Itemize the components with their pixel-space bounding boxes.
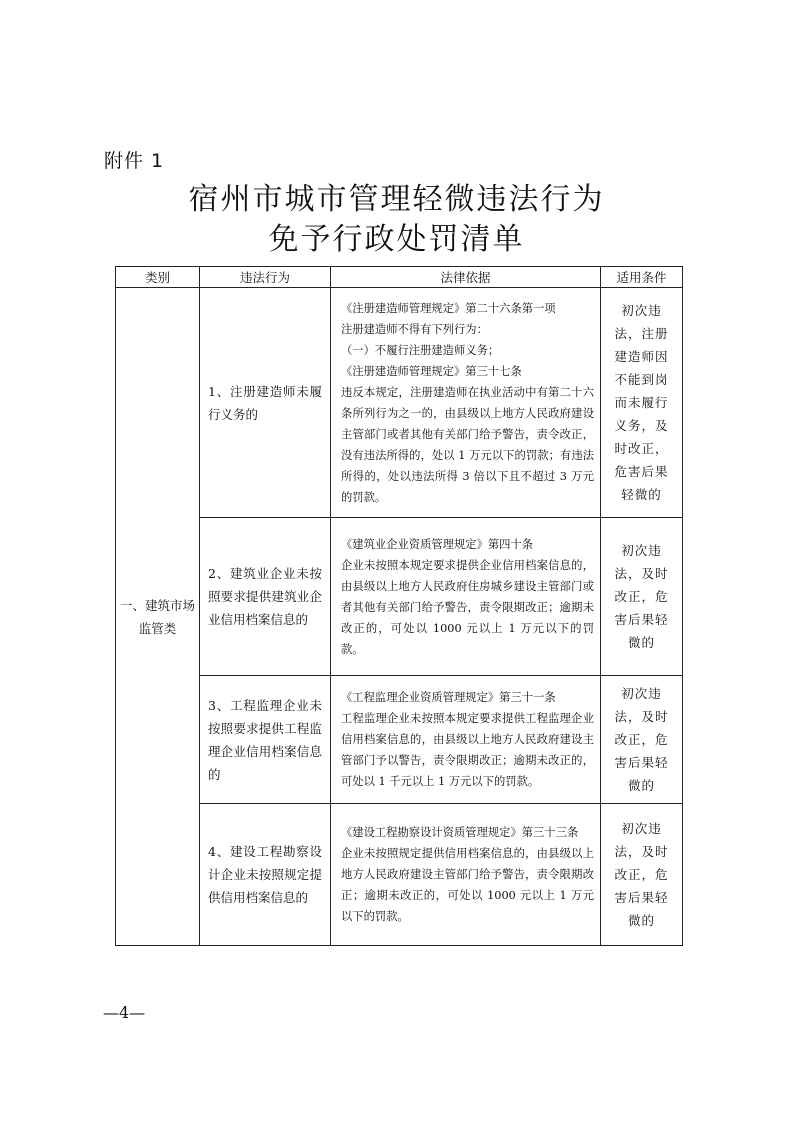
law-line: 违反本规定，注册建造师在执业活动中有第二十六条所列行为之一的，由县级以上地方人民政府建设主管部门或者其他有关部门给予警告，责令改正，没有违法所得的，处以 1 万元以下的罚款；有违法所得的，处以违法所得 3 倍以下且不超过 3 万元的罚款。 [341,385,594,504]
condition-line: 轻微的 [621,487,662,502]
table-row [116,518,683,676]
law-line: 《注册建造师管理规定》第三十七条 [341,364,522,378]
law-line: 《工程监理企业资质管理规定》第三十一条 [341,691,556,704]
condition-line: 初次违 [621,821,662,836]
condition-cell [601,676,683,804]
condition-line: 害后果轻 [614,612,669,627]
header-violation: 违法行为 [200,267,331,288]
law-line: 《注册建造师管理规定》第二十六条第一项 [341,301,556,315]
condition-line: 微的 [627,635,655,650]
legal-basis-cell [331,288,601,518]
condition-line: 时改正， [614,441,669,456]
header-category: 类别 [116,267,200,288]
header-condition: 适用条件 [601,267,683,288]
table-header-row [116,267,683,288]
attachment-label: 附件 1 [104,150,165,172]
document-title-line-2: 免予行政处罚清单 [268,222,525,257]
law-line: 《建筑业企业资质管理规定》第四十条 [341,537,534,551]
violation-cell: 3、工程监理企业未按照要求提供工程监理企业信用档案信息的 [200,676,331,804]
condition-line: 改正，危 [614,732,669,747]
condition-cell [601,288,683,518]
condition-line: 法，及时 [614,709,669,724]
condition-line: 法，及时 [614,844,669,859]
condition-line: 改正，危 [614,589,669,604]
legal-basis-cell [331,518,601,676]
legal-basis-cell [331,676,601,804]
condition-line: 义务，及 [614,418,669,433]
condition-cell [601,518,683,676]
condition-line: 害后果轻 [614,755,669,770]
law-line: 工程监理企业未按照本规定要求提供工程监理企业信用档案信息的，由县级以上地方人民政府建设主管部门予以警告，责令限期改正；逾期未改正的，可处以 1 千元以上 1 万元以下的罚款。 [341,712,594,788]
condition-line: 不能到岗 [614,372,669,387]
law-line: 企业未按照规定提供信用档案信息的，由县级以上地方人民政府建设主管部门给予警告，责令限期改正；逾期未改正的，可处以 1000 元以上 1 万元以下的罚款。 [341,847,594,923]
condition-line: 初次违 [621,686,662,701]
penalty-exemption-table [115,266,683,946]
condition-line: 害后果轻 [614,890,669,905]
condition-line: 建造师因 [614,349,669,364]
condition-line: 危害后果 [614,464,669,479]
law-line: 注册建造师不得有下列行为： [341,322,488,336]
law-line: 企业未按照本规定要求提供企业信用档案信息的，由县级以上地方人民政府住房城乡建设主管部门或者其他有关部门给予警告，责令限期改正；逾期未改正的，可处以 1000 元以上 1 万元以下的罚款。 [341,558,594,656]
violation-cell: 1、注册建造师未履行义务的 [200,288,331,518]
law-line: （一）不履行注册建造师义务； [341,343,500,357]
condition-cell [601,804,683,946]
condition-line: 微的 [627,913,655,928]
legal-basis-cell [331,804,601,946]
table-row [116,288,683,518]
document-title-line-1: 宿州市城市管理轻微违法行为 [188,182,605,217]
condition-line: 法，及时 [614,566,669,581]
condition-line: 微的 [627,778,655,793]
law-line: 《建设工程勘察设计资质管理规定》第三十三条 [341,826,579,839]
condition-line: 法，注册 [614,326,669,341]
condition-line: 初次违 [621,303,662,318]
condition-line: 而未履行 [614,395,669,410]
header-legal-basis: 法律依据 [331,267,601,288]
table-row [116,804,683,946]
table-row [116,676,683,804]
violation-cell: 2、建筑业企业未按照要求提供建筑业企业信用档案信息的 [200,518,331,676]
category-cell: 一、建筑市场监管类 [116,288,200,946]
page-number: —4— [103,1003,146,1022]
condition-line: 改正，危 [614,867,669,882]
violation-cell: 4、建设工程勘察设计企业未按照规定提供信用档案信息的 [200,804,331,946]
condition-line: 初次违 [621,543,662,558]
